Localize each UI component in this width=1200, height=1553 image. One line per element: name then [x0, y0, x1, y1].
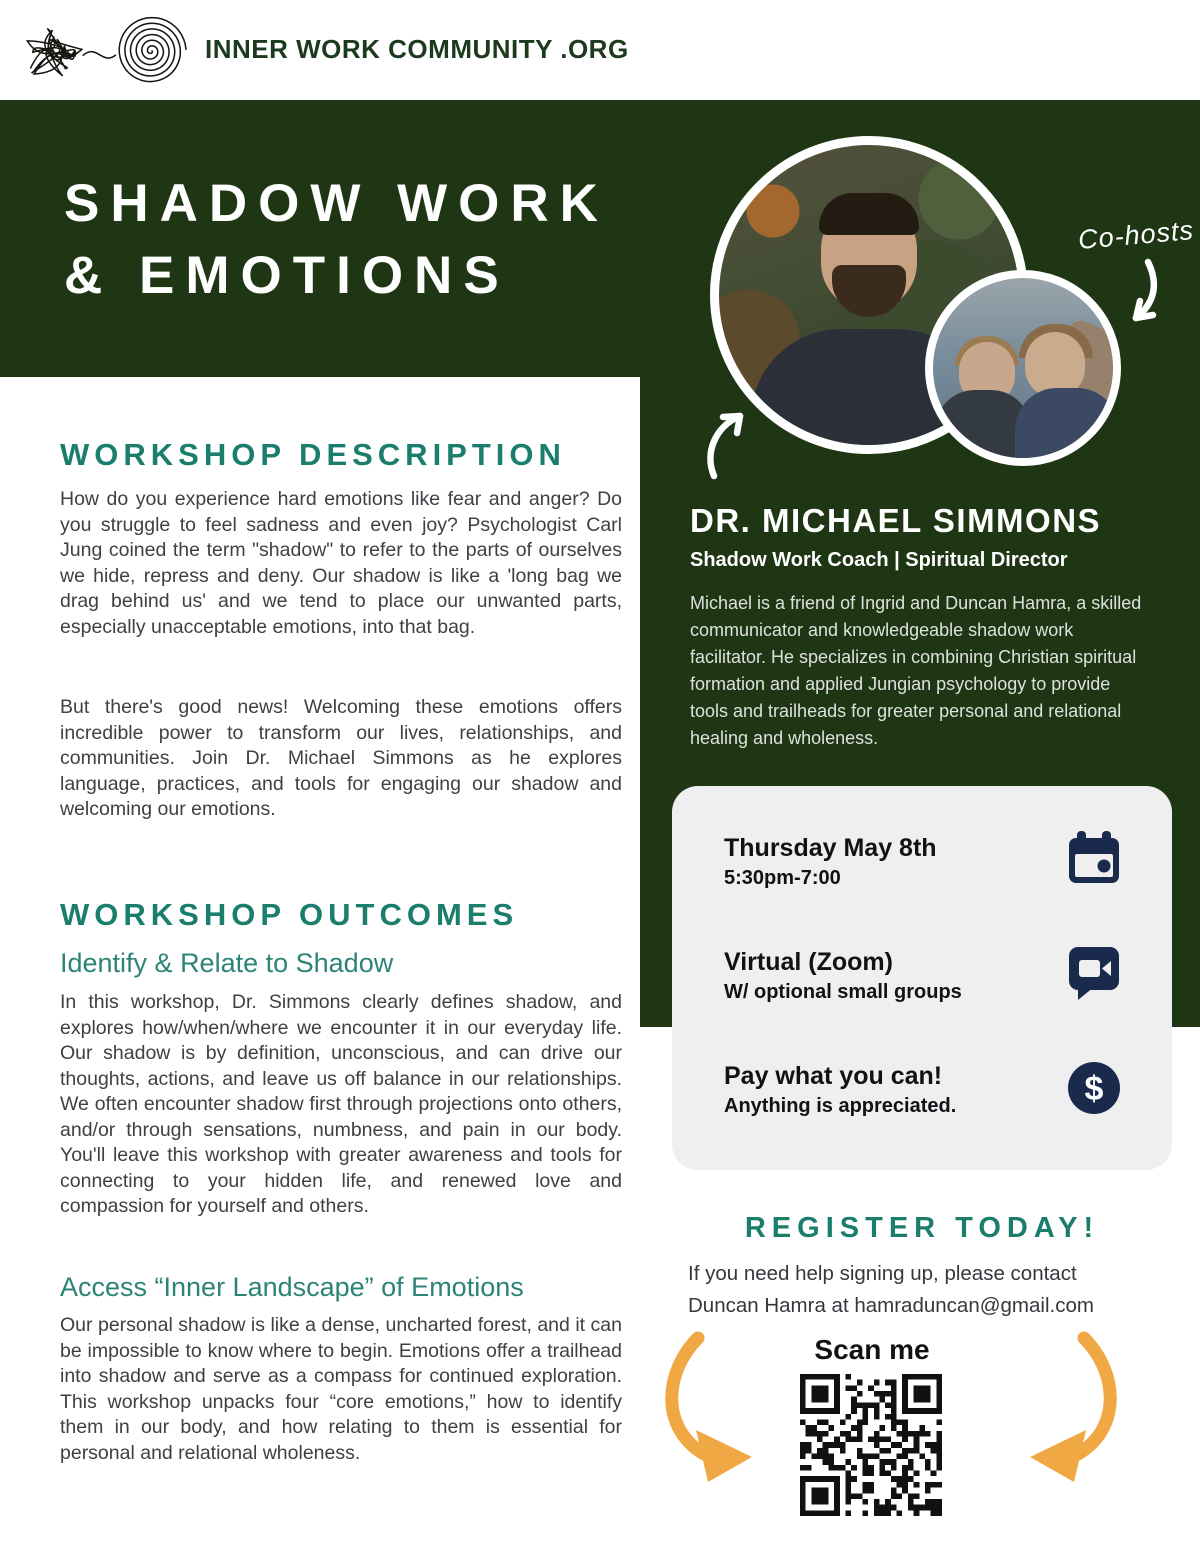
detail-row-date	[724, 834, 1054, 890]
svg-text:$: $	[1084, 1070, 1104, 1108]
detail-price-title: Pay what you can!	[724, 1062, 943, 1090]
qr-code	[800, 1374, 942, 1516]
description-paragraph-2: But there's good news! Welcoming these emotions offers incredible power to transform our lives, relationships, and communities. Join Dr. Michael Simmons as he explores language, practices, and tools for engaging our shadow and welcoming our emotions.	[60, 696, 622, 820]
register-help-line2: Duncan Hamra at hamraduncan@gmail.com	[688, 1294, 1094, 1317]
speaker-role: Shadow Work Coach | Spiritual Director	[690, 549, 1068, 571]
details-card	[672, 786, 1172, 1170]
register-heading: REGISTER TODAY!	[744, 1212, 1100, 1244]
calendar-icon	[1066, 830, 1122, 886]
brand-logo-icon	[22, 12, 192, 90]
scan-me-label: Scan me	[814, 1334, 930, 1365]
cohost2-body	[1015, 388, 1119, 466]
outcomes-heading: WORKSHOP OUTCOMES	[60, 897, 519, 932]
cohosts-arrow-icon	[1110, 256, 1165, 331]
cohosts-photo	[925, 270, 1121, 466]
detail-location-title: Virtual (Zoom)	[724, 948, 893, 976]
speaker-bio: Michael is a friend of Ingrid and Duncan Hamra, a skilled communicator and knowledgeable shadow work facilitator. He specializes in combining Christian spiritual formation and applied Jungian psychology to provide tools and trailheads for greater personal and relational healing and wholeness.	[690, 593, 1142, 748]
speaker-name: DR. MICHAEL SIMMONS	[690, 502, 1102, 539]
description-paragraph-1: How do you experience hard emotions like fear and anger? Do you struggle to feel sadness and even joy? Psychologist Carl Jung coined the term "shadow" to refer to the parts of ourselves we hide, repress and deny. Our shadow is like a 'long bag we drag behind us' and we tend to place our unwanted parts, especially unacceptable emotions, into that bag.	[60, 488, 622, 638]
detail-price-subtitle: Anything is appreciated.	[724, 1095, 957, 1117]
page-title	[64, 168, 609, 312]
outcome-2-title: Access “Inner Landscape” of Emotions	[60, 1272, 524, 1302]
register-help-line1: If you need help signing up, please contact	[688, 1262, 1077, 1285]
detail-date-subtitle: 5:30pm-7:00	[724, 867, 841, 889]
outcome-2-body: Our personal shadow is like a dense, uncharted forest, and it can be impossible to know where to begin. Emotions offer a trailhead into shadow and serve as a compass for continued exploration. This workshop unpacks four “core emotions,” how to identify them in our body, and how relating to them is essential for personal and relational wholeness.	[60, 1314, 622, 1464]
outcome-1-title: Identify & Relate to Shadow	[60, 948, 394, 978]
speaker-arrow-icon	[700, 408, 755, 483]
qr-arrow-right-icon	[1006, 1330, 1136, 1490]
speaker-photo-beard	[832, 265, 906, 317]
register-help	[688, 1258, 1158, 1322]
dollar-icon	[1066, 1060, 1122, 1116]
cohosts-label: Co-hosts	[1076, 215, 1196, 256]
outcome-1-body: In this workshop, Dr. Simmons clearly defines shadow, and explores how/when/where we encounter it in our everyday life. Our shadow is by definition, unconscious, and can drive our thoughts, actions, and leave us off balance in our relationships. We often encounter shadow first through projections onto others, and/or through sensations, numbness, and pain in our body. You'll leave this workshop with greater awareness and tools for connecting to your hidden life, and renewed love and compassion for yourself and others.	[60, 991, 622, 1217]
description-heading: WORKSHOP DESCRIPTION	[60, 437, 566, 472]
brand-name: INNER WORK COMMUNITY .ORG	[205, 34, 629, 64]
detail-row-price	[724, 1062, 1054, 1118]
speaker-photo-hair	[819, 193, 919, 235]
page-title-line1: SHADOW WORK	[64, 174, 609, 233]
detail-location-subtitle: W/ optional small groups	[724, 981, 962, 1003]
header	[0, 0, 1200, 100]
qr-arrow-left-icon	[646, 1330, 776, 1490]
page-title-line2: & EMOTIONS	[64, 246, 510, 305]
detail-row-location	[724, 948, 1054, 1004]
video-chat-icon	[1066, 944, 1122, 1000]
detail-date-title: Thursday May 8th	[724, 834, 937, 862]
